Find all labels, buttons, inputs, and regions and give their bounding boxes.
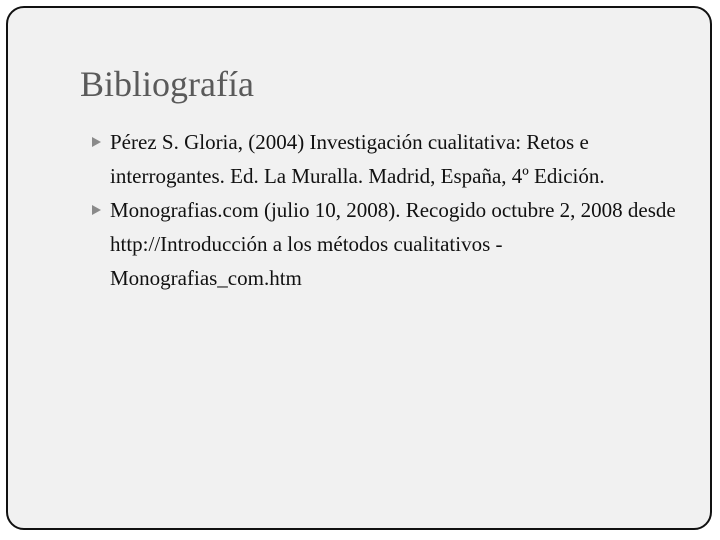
bibliography-list [88, 125, 688, 295]
bibliography-entry-text: Pérez S. Gloria, (2004) Investigación cualitativa: Retos e interrogantes. Ed. La Muralla. Madrid, España, 4º Edición. [110, 130, 605, 188]
bibliography-entry [88, 193, 688, 295]
bibliography-entry [88, 125, 688, 193]
slide-title: Bibliografía [80, 64, 254, 104]
triangle-bullet-icon [92, 205, 101, 215]
triangle-bullet-icon [92, 137, 101, 147]
bibliography-entry-text: Monografias.com (julio 10, 2008). Recogido octubre 2, 2008 desde http://Introducción a los métodos cualitativos - Monografias_com.htm [110, 198, 676, 290]
slide [6, 6, 712, 530]
